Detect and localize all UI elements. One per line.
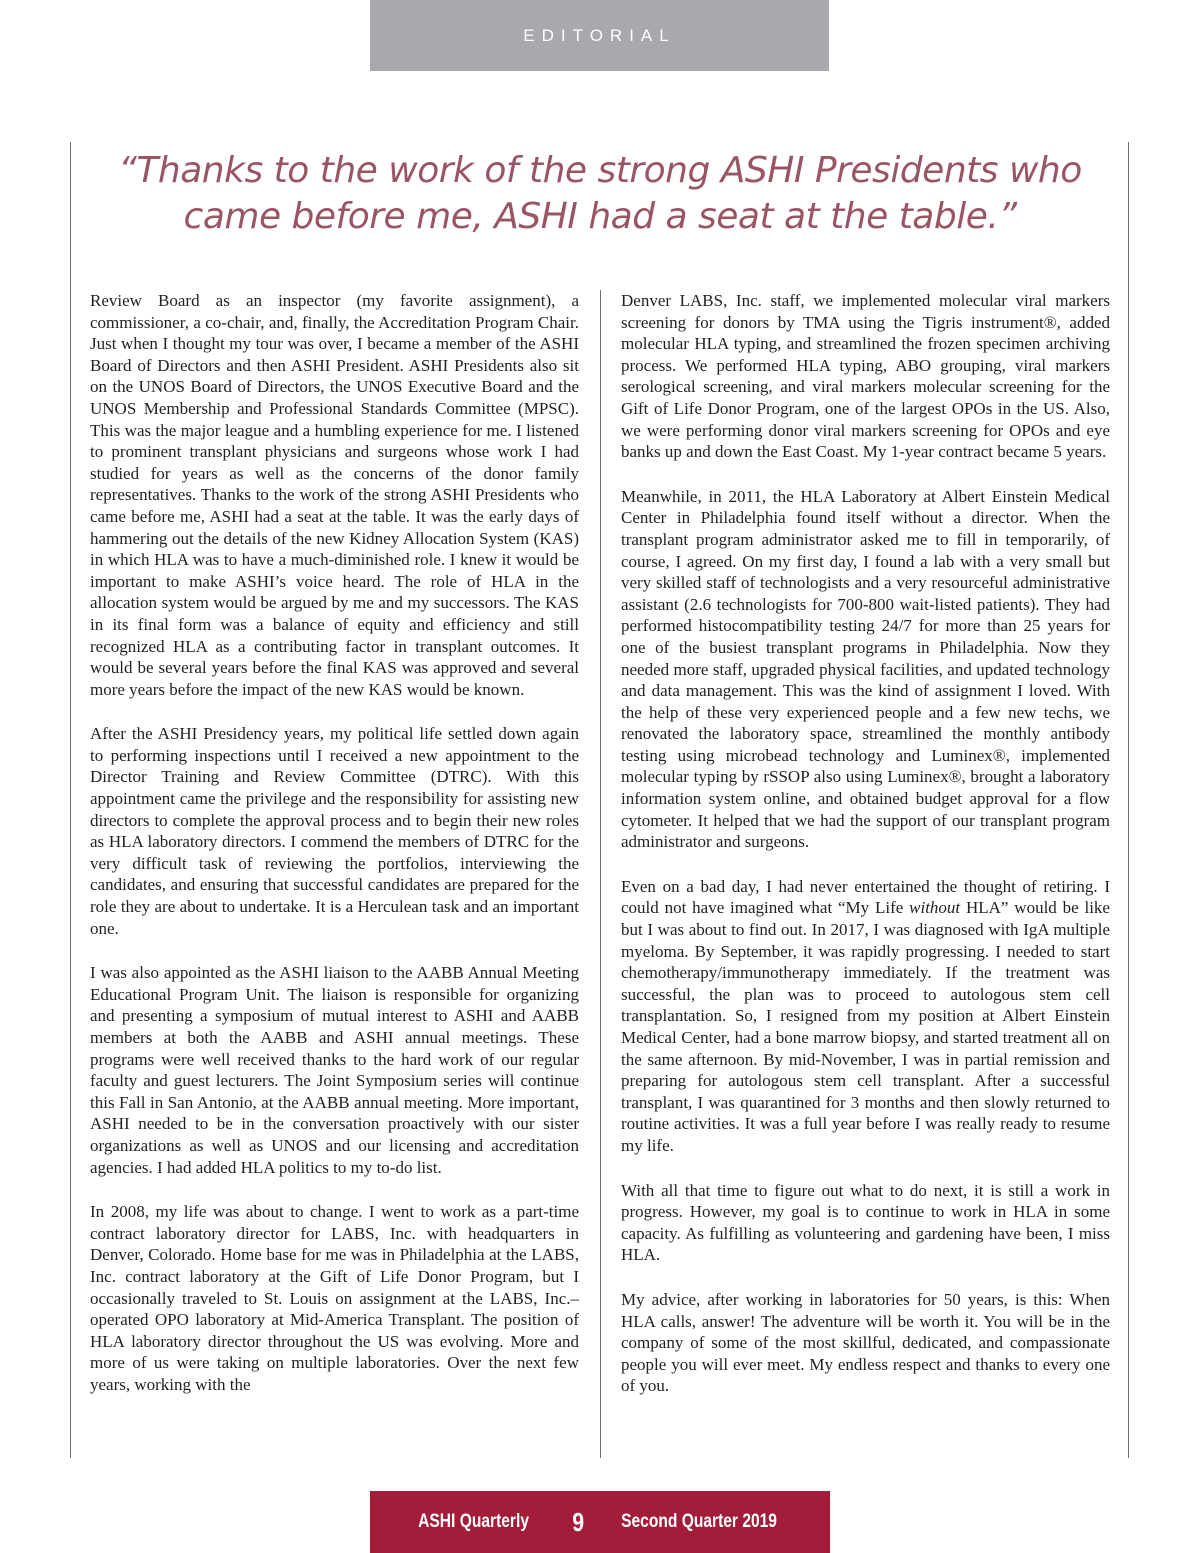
paragraph: In 2008, my life was about to change. I went to work as a part-time contract laboratory director for LABS, Inc. with headquarters in Denver, Colorado. Home base for me was in Philadelphia at the LABS, Inc. contract laboratory at the Gift of Life Donor Program, but I occasionally traveled to St. Louis on assignment at the LABS, Inc.–operated OPO laboratory at Mid-America Transplant. The position of HLA laboratory director throughout the US was evolving. More and more of us were taking on multiple laboratories. Over the next few years, working with the [90, 1202, 579, 1394]
pull-quote-line-1: “Thanks to the work of the strong ASHI Presidents who [118, 150, 1082, 191]
emphasis-text: without [909, 898, 961, 918]
section-label: EDITORIAL [523, 25, 676, 45]
publication-name: ASHI Quarterly [418, 1511, 530, 1532]
paragraph: After the ASHI Presidency years, my political life settled down again to performing inspections until I received a new appointment to the Director Training and Review Committee (DTRC). With this appointment came the privilege and the responsibility for assisting new directors to complete the approval process and to begin their new roles as HLA laboratory directors. I commend the members of DTRC for the very difficult task of reviewing the portfolios, interviewing the candidates, and ensuring that successful candidates are prepared for the role they are about to undertake. It is a Herculean task and an important one. [90, 724, 579, 938]
paragraph-text: Even on a bad day, I had never entertained the thought of retiring. I could not have imagined what “My Life [621, 876, 1110, 918]
column-divider [600, 290, 601, 1458]
section-tab [370, 0, 829, 71]
paragraph [621, 876, 1110, 1157]
page-number: 9 [572, 1506, 585, 1537]
issue-label: Second Quarter 2019 [620, 1511, 777, 1532]
paragraph-text: HLA” would be like but I was about to find out. In 2017, I was diagnosed with IgA multiple myeloma. By September, it was rapidly progressing. I needed to start chemotherapy/immunotherapy immediately. If the treatment was successful, the plan was to proceed to autologous stem cell transplantation. So, I resigned from my position at Albert Einstein Medical Center, had a bone marrow biopsy, and started treatment all on the same afternoon. By mid-November, I was in partial remission and preparing for autologous stem cell transplant. After a successful transplant, I was quarantined for 3 months and then slowly returned to routine activities. It was a full year before I was really ready to resume my life. [621, 898, 1110, 1155]
left-frame-rule [70, 142, 71, 1458]
paragraph: Denver LABS, Inc. staff, we implemented molecular viral markers screening for donors by TMA using the Tigris instrument®, added molecular HLA typing, and streamlined the frozen specimen archiving process. We performed HLA typing, ABO grouping, viral markers serological screening, and viral markers molecular screening for the Gift of Life Donor Program, one of the largest OPOs in the US. Also, we were performing donor viral markers screening for OPOs and eye banks up and down the East Coast. My 1-year contract became 5 years. [621, 291, 1110, 462]
paragraph: Review Board as an inspector (my favorite assignment), a commissioner, a co-chair, and, finally, the Accreditation Program Chair. Just when I thought my tour was over, I became a member of the ASHI Board of Directors and then ASHI President. ASHI Presidents also sit on the UNOS Board of Directors, the UNOS Executive Board and the UNOS Membership and Professional Standards Committee (MPSC). This was the major league and a humbling experience for me. I listened to prominent transplant physicians and surgeons whose work I had studied for years as well as the concerns of the donor family representatives. Thanks to the work of the strong ASHI Presidents who came before me, ASHI had a seat at the table. It was the early days of hammering out the details of the new Kidney Allocation System (KAS) in which HLA was to have a much-diminished role. I knew it would be important to make ASHI’s voice heard. The role of HLA in the allocation system would be argued by me and my successors. The KAS in its final form was a balance of equity and efficiency and still recognized HLA as a contributing factor in transplant outcomes. It would be several years before the final KAS was approved and several more years before the impact of the new KAS would be known. [90, 291, 579, 699]
paragraph: I was also appointed as the ASHI liaison to the AABB Annual Meeting Educational Program Unit. The liaison is responsible for organizing and presenting a symposium of mutual interest to ASHI and AABB members at both the AABB and ASHI annual meetings. These programs were well received thanks to the hard work of our regular faculty and guest lecturers. The Joint Symposium series will continue this Fall in San Antonio, at the AABB annual meeting. More important, ASHI needed to be in the conversation proactively with our sister organizations as well as UNOS and our licensing and accreditation agencies. I had added HLA politics to my to-do list. [90, 963, 579, 1177]
paragraph: My advice, after working in laboratories for 50 years, is this: When HLA calls, answer! The adventure will be worth it. You will be in the company of some of the most skillful, dedicated, and compassionate people you will ever meet. My endless respect and thanks to every one of you. [621, 1289, 1110, 1396]
right-frame-rule [1128, 142, 1129, 1458]
left-column [90, 290, 579, 1396]
paragraph: With all that time to figure out what to do next, it is still a work in progress. However, my goal is to continue to work in HLA in some capacity. As fulfilling as volunteering and gardening have been, I miss HLA. [621, 1180, 1110, 1265]
right-column [621, 290, 1110, 1397]
pull-quote-line-2: came before me, ASHI had a seat at the table.” [183, 196, 1017, 237]
paragraph: Meanwhile, in 2011, the HLA Laboratory at Albert Einstein Medical Center in Philadelphia found itself without a director. When the transplant program administrator asked me to fill in temporarily, of course, I agreed. On my first day, I found a lab with a very small but very skilled staff of technologists and a very resourceful administrative assistant (2.6 technologists for 700-800 wait-listed patients). They had performed histocompatibility testing 24/7 for more than 25 years for one of the busiest transplant programs in Philadelphia. Now they needed more staff, upgraded physical facilities, and updated technology and data management. This was the kind of assignment I loved. With the help of these very experienced people and a few new techs, we renovated the laboratory space, streamlined the monthly antibody testing using microbead technology and Luminex®, implemented molecular typing by rSSOP also using Luminex®, brought a laboratory information system online, and obtained budget approval for a flow cytometer. It helped that we had the support of our transplant program administrator and surgeons. [621, 486, 1110, 852]
pull-quote [100, 148, 1100, 240]
page-footer [370, 1491, 830, 1553]
